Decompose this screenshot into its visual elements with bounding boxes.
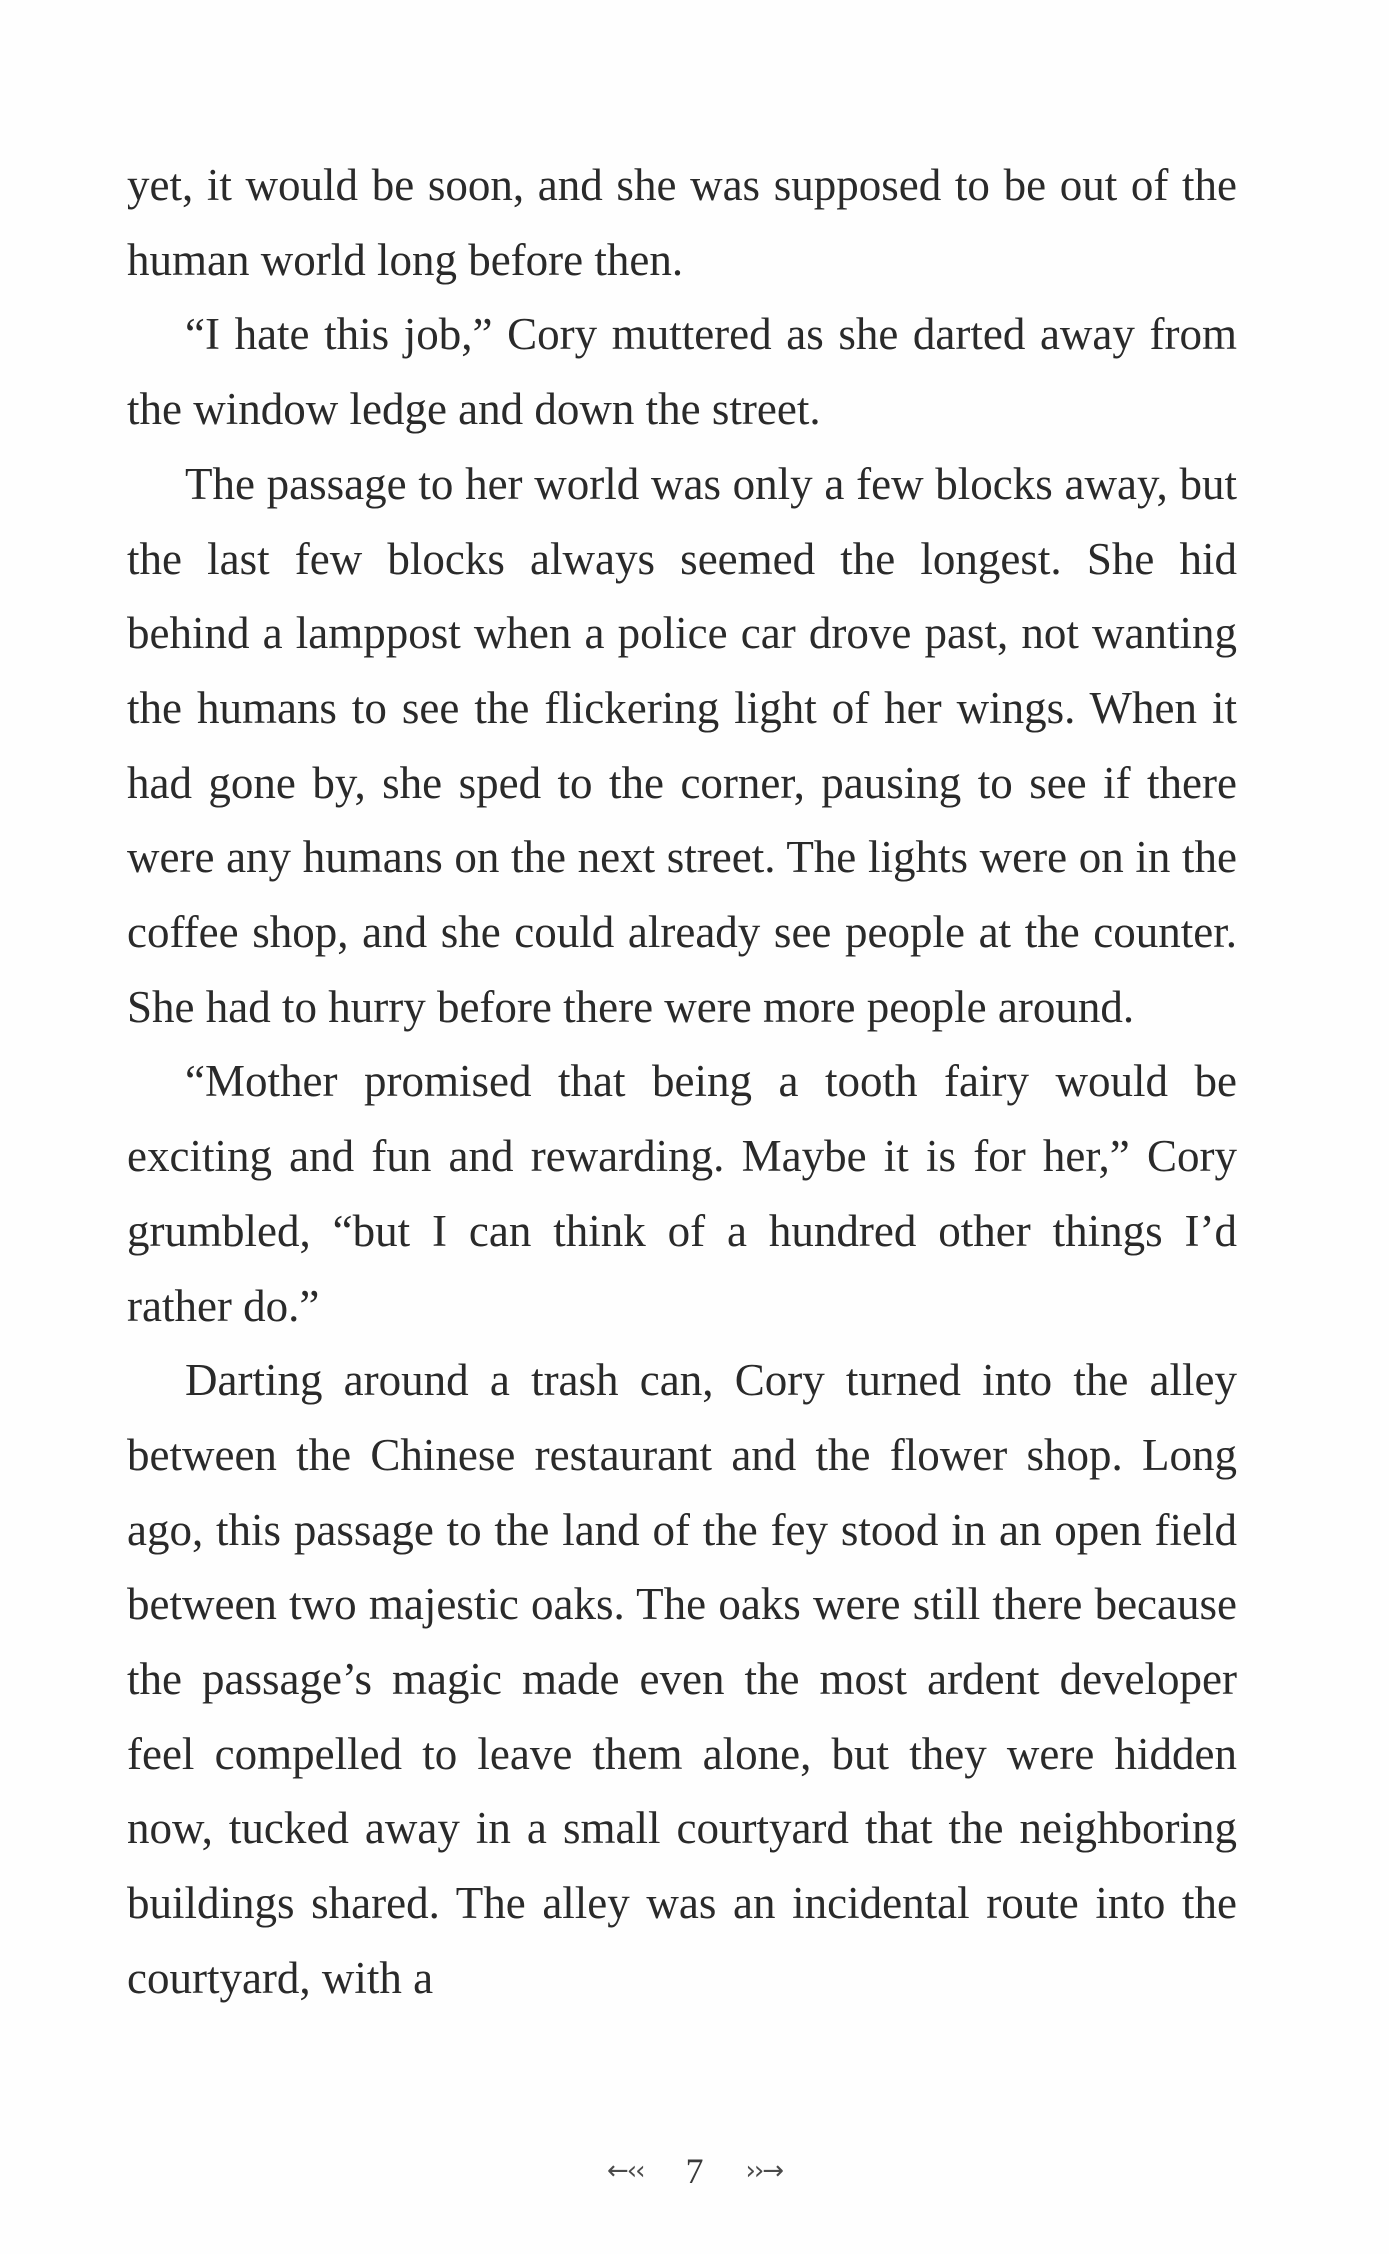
page-number: 7 (685, 2151, 704, 2191)
paragraph: The passage to her world was only a few blocks away, but the last few blocks always seemed the longest. She hid behind a lamppost when a police car drove past, not wanting the humans to see the flickering light of her wings. When it had gone by, she sped to the corner, pausing to see if there were any humans on the next street. The lights were on in the coffee shop, and she could already see people at the counter. She had to hurry before there were more people around. (127, 458, 1237, 1032)
paragraph: “I hate this job,” Cory muttered as she darted away from the window ledge and down the street. (127, 309, 1237, 435)
left-ornament-icon: ←‹‹ (606, 2156, 644, 2186)
body-text (127, 148, 1237, 2016)
paragraph: Darting around a trash can, Cory turned into the alley between the Chinese restaurant and the flower shop. Long ago, this passage to the land of the fey stood in an open field between two majestic oaks. The oaks were still there because the passage’s magic made even the most ardent developer feel compelled to leave them alone, but they were hidden now, tucked away in a small courtyard that the neighboring buildings shared. The alley was an incidental route into the courtyard, with a (127, 1355, 1237, 2003)
page-footer (0, 2150, 1389, 2192)
paragraph-continuation: yet, it would be soon, and she was supposed to be out of the human world long before then. (127, 160, 1237, 285)
right-ornament-icon: ››→ (745, 2156, 783, 2186)
paragraph: “Mother promised that being a tooth fairy would be exciting and fun and rewarding. Maybe it is for her,” Cory grumbled, “but I can think of a hundred other things I’d rather do.” (127, 1056, 1237, 1331)
